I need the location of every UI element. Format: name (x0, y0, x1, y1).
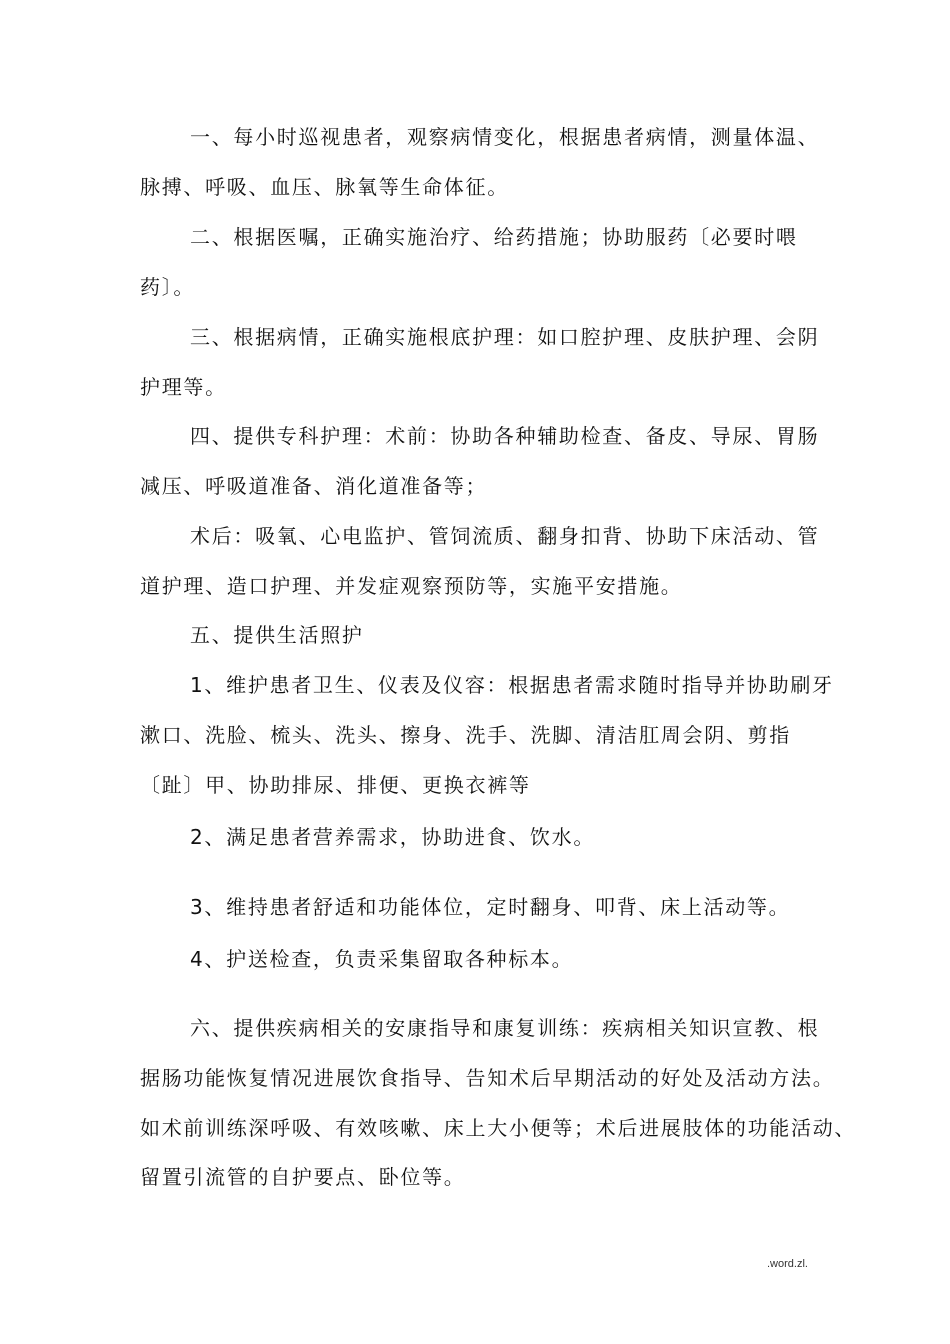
text-line: 四、提供专科护理：术前：协助各种辅助检查、备皮、导尿、胃肠 (190, 424, 820, 448)
text-line: 3、维持患者舒适和功能体位，定时翻身、叩背、床上活动等。 (190, 895, 791, 919)
text-line: 脉搏、呼吸、血压、脉氧等生命体征。 (140, 175, 509, 199)
page-footer: .word.zl. (767, 1258, 808, 1270)
text-line: 留置引流管的自护要点、卧位等。 (140, 1165, 466, 1189)
text-line: 漱口、洗脸、梳头、洗头、擦身、洗手、洗脚、清洁肛周会阴、剪指 (140, 723, 791, 747)
text-line: 一、每小时巡视患者，观察病情变化，根据患者病情，测量体温、 (190, 125, 820, 149)
text-line: 六、提供疾病相关的安康指导和康复训练：疾病相关知识宣教、根 (190, 1016, 820, 1040)
text-line: 4、护送检查，负责采集留取各种标本。 (190, 947, 574, 971)
text-line: 〔趾〕甲、协助排尿、排便、更换衣裤等 (140, 773, 531, 797)
text-line: 三、根据病情，正确实施根底护理：如口腔护理、皮肤护理、会阴 (190, 325, 820, 349)
text-line: 术后：吸氧、心电监护、管饲流质、翻身扣背、协助下床活动、管 (190, 524, 820, 548)
text-line: 二、根据医嘱，正确实施治疗、给药措施；协助服药〔必要时喂 (190, 225, 798, 249)
text-line: 药〕。 (140, 275, 196, 299)
text-line: 据肠功能恢复情况进展饮食指导、告知术后早期活动的好处及活动方法。 (140, 1066, 835, 1090)
text-line: 2、满足患者营养需求，协助进食、饮水。 (190, 825, 596, 849)
text-line: 道护理、造口护理、并发症观察预防等，实施平安措施。 (140, 574, 683, 598)
section-heading: 五、提供生活照护 (190, 623, 364, 647)
text-line: 护理等。 (140, 375, 227, 399)
text-line: 如术前训练深呼吸、有效咳嗽、床上大小便等；术后进展肢体的功能活动、 (140, 1116, 857, 1140)
text-line: 减压、呼吸道准备、消化道准备等； (140, 474, 488, 498)
text-line: 1、维护患者卫生、仪表及仪容：根据患者需求随时指导并协助刷牙 (190, 673, 834, 697)
